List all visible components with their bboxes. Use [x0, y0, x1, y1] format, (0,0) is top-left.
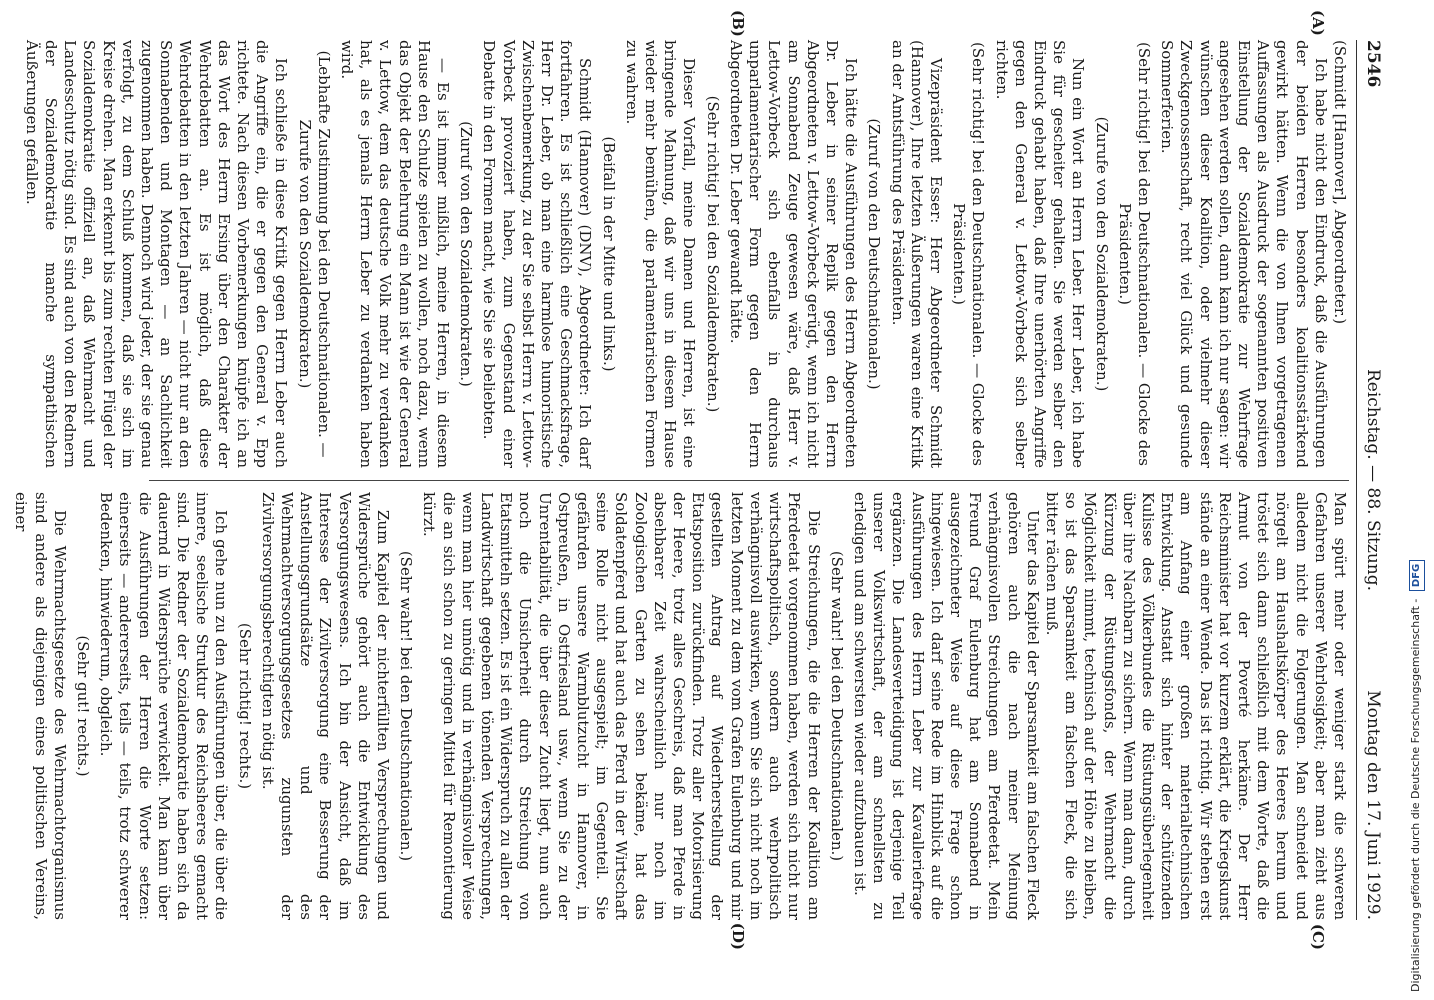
paragraph: Vizepräsident Esser: Herr Abgeordneter Schmidt (Hannover), Ihre letzten Äußerungen waren eine Kritik an der Amtsführung des Präsidenten.	[888, 40, 945, 468]
credit-text: Digitalisierung gefördert durch die Deutsche Forschungsgemeinschaft -	[1409, 598, 1422, 992]
digitization-credit	[1404, 0, 1428, 1000]
interjection: (Zuruf von den Deutschnationalen.)	[865, 118, 884, 390]
paragraph: Unter das Kapitel der Sparsamkeit am falschen Fleck gehören auch die nach meiner Meinung verhängnisvollen Streichungen am Pferdeetat. Mein Freund Graf Eulenburg hat am Sonnabend in ausgezeichneter Weise auf diese Frage schon hingewiesen. Ich darf seine Rede im Hinblick auf die Ausführungen des Herrn Leber zur Kavalleriefrage ergänzen. Die Landesverteidigung ist derjenige Teil unserer Volkswirtschaft, der am schnellsten zu erledigen und am schwersten wieder aufzubauen ist.	[850, 492, 1042, 920]
page-title: Reichstag. — 88. Sitzung.	[1363, 368, 1383, 592]
paragraph: Ich schließe in diese Kritik gegen Herrn Leber auch die Angriffe ein, die er gegen den General v. Epp richtete. Nach diesen Vorbemerkungen knüpfe ich an das Wort des Herrn Ersing über den Charakter der Wehrdebatten an. Es ist möglich, daß diese Wehrdebatten in den letzten Jahren — nicht nur an den Sonnabenden und Montagen — an Sachlichkeit zugenommen haben. Dennoch wird jeder, der sie genau verfolgt, zu dem Schluß kommen, daß sie sich im Kreise drehen. Man erkennt bis zum rechten Flügel der Sozialdemokratie offiziell an, daß Wehrmacht und Landesschutz nötig sind. Es sind auch von den Rednern der Sozialdemokratie manche sympathischen Äußerungen gefallen.	[22, 40, 291, 468]
column-divider	[149, 480, 1349, 481]
rotated-page	[12, 0, 1395, 1000]
interjection: (Sehr gut! rechts.)	[74, 635, 92, 777]
paragraph: Ich hätte die Ausführungen des Herrn Abgeordneten Dr. Leber in seiner Replik gegen den Herrn Abgeordneten v. Lettow-Vorbeck gerügt, wenn ich nicht am Sonnabend Zeuge gewesen wäre, daß Herr v. Lettow-Vorbeck sich ebenfalls in durchaus unparlamentarischer Form gegen den Herrn Abgeordneten Dr. Leber gewandt hätte.	[726, 40, 861, 468]
interjection: (Sehr wahr! bei den Deutschnationalen.)	[397, 550, 416, 862]
paragraph: Schmidt (Hannover) (DNV), Abgeordneter: Ich darf fortfahren. Es ist schließlich eine Geschmacksfrage, Herr Dr. Leber, ob man eine harmlose humoristische Zwischenbemerkung, zu der Sie selbst Herrn v. Lettow-Vorbeck provoziert haben, zum Gegenstand einer Debatte in den Formen macht, wie Sie sie beliebten.	[480, 40, 595, 468]
interjection: (Sehr wahr! bei den Deutschnationalen.)	[827, 550, 846, 862]
margin-marker-b: (B)	[729, 10, 747, 37]
interjection: (Sehr richtig! rechts.)	[235, 622, 254, 790]
paragraph: Ich gehe nun zu den Ausführungen über, die über die innere, seelische Struktur des Reichsheeres gemacht sind. Die Redner der Sozialdemokratie haben sich da dauernd in Widersprüche verwickelt. Man kann über die Ausführungen der Herren die Worte setzen: einerseits — andererseits, teils — teils, trotz schwerer Bedenken, hinwiederum, obgleich.	[97, 492, 231, 920]
paragraph: Ich habe nicht den Eindruck, daß die Ausführungen der beiden Herren besonders koalitionsstärkend gewirkt hätten. Wenn die von Ihnen vorgetragenen Auffassungen als Ausdruck der sogenannten positiven Einstellung der Sozialdemokratie zur Wehrfrage angesehen werden sollen, dann kann ich nur sagen: wir wünschen dieser Koalition, oder vielmehr dieser Zweckgenossenschaft, recht viel Glück und gesunde Sommerferien.	[1158, 40, 1330, 468]
interjection: (Lebhafte Zustimmung bei den Deutschnationalen. — Zurufe von den Sozialdemokraten.)	[295, 50, 333, 458]
dfg-logo: DFG	[1409, 560, 1425, 591]
interjection: (Zurufe von den Sozialdemokraten.)	[1092, 116, 1111, 392]
paragraph: Man spürt mehr oder weniger stark die schweren Gefahren unserer Wehrlosigkeit; aber man zieht aus alledem nicht die Folgerungen. Man schneidet und nörgelt am Haushaltskörper des Heeres herum und tröstet sich dann schließlich mit dem Worte, daß die Armut von der Poverté herkäme. Der Herr Reichsminister hat vor kurzem erklärt, die Kriegskunst stände an einer Wende. Das ist richtig. Wir stehen erst am Anfang einer großen materialtechnischen Entwicklung. Anstatt sich hinter der schützenden Kulisse des Völkerbundes die Rüstungsüberlegenheit über ihre Nachbarn zu sichern. Wenn man dann, durch Kürzung der Rüstungsfonds, der Wehrmacht die Möglichkeit nimmt, technisch auf der Höhe zu bleiben, so ist das Sparsamkeit am falschen Fleck, die sich bitter rächen muß.	[1042, 492, 1349, 920]
left-column	[22, 40, 1349, 468]
paragraph: Zum Kapitel der nichterfüllten Versprechungen und Widersprüche gehört auch die Entwicklung des Versorgungswesens. Ich bin der Ansicht, daß im Interesse der Zivilversorgung eine Besserung der Anstellungsgrundsätze und des Wehrmachtversorgungsgesetzes zugunsten der Zivilversorgungsberechtigten nötig ist.	[258, 492, 393, 920]
interjection: (Beifall in der Mitte und links.)	[599, 136, 618, 372]
paragraph: Nun ein Wort an Herrn Leber. Herr Leber, ich habe Sie für gescheiter gehalten. Sie werden selber den Eindruck gehabt haben, daß Ihre unerhörten Angriffe gegen den General v. Lettow-Vorbeck sich selber richten.	[992, 40, 1088, 468]
margin-marker-d: (D)	[729, 922, 747, 950]
paragraph: Die Wehrmachtsgesetze des Wehrmachtorganismus sind andere als diejenigen eines politischen Vereins, einer	[12, 492, 69, 920]
right-column	[12, 492, 1349, 920]
page-header	[1359, 40, 1387, 920]
paragraph: — Es ist immer mißlich, meine Herren, in diesem Hause den Schulze spielen zu wollen, noch dazu, wenn das Objekt der Belehrung ein Mann ist wie der General v. Lettow, dem das deutsche Volk mehr zu verdanken hat, als es jemals Herrn Leber zu verdanken haben wird.	[338, 40, 453, 468]
interjection: (Zuruf von den Sozialdemokraten.)	[457, 121, 476, 387]
paragraph: Die Streichungen, die die Herren der Koalition am Pferdeetat vorgenommen haben, werden sich nicht nur wirtschaftspolitisch, sondern auch wehrpolitisch verhängnisvoll auswirken, wenn Sie sich nicht noch im letzten Moment zu dem vom Grafen Eulenburg und mir gestellten Antrag auf Wiederherstellung der Etatsposition zurückfinden. Trotz aller Motorisierung der Heere, trotz alles Geschreis, daß man Pferde in absehbarer Zeit wahrscheinlich nur noch im Zoologischen Garten zu sehen bekäme, hat das Soldatenpferd und hat auch das Pferd in der Wirtschaft seine Rolle nicht ausgespielt; im Gegenteil. Sie gefährden unsere Warmblutzucht in Hannover, in Ostpreußen, in Ostfriesland usw., wenn Sie zu der Unrentabilität, die über dieser Zucht liegt, nun auch noch die Unsicherheit durch Streichung von Etatsmitteln setzen. Es ist ein Widerspruch zu allen der Landwirtschaft gegebenen tönenden Versprechungen, wenn man hier unnötig und in verhängnisvoller Weise die an sich schon zu geringen Mittel für Remontierung kürzt.	[420, 492, 823, 920]
interjection: (Sehr richtig! bei den Deutschnationalen. — Glocke des Präsidenten.)	[950, 42, 988, 466]
session-date: Montag den 17. Juni 1929.	[1363, 690, 1383, 920]
speaker-line: (Schmidt [Hannover], Abgeordneter.)	[1331, 40, 1349, 325]
paragraph: Dieser Vorfall, meine Damen und Herren, ist eine bringende Mahnung, daß wir uns in diesem Hause wieder mehr bemühen, die parlamentarischen Formen zu wahren.	[622, 40, 699, 468]
page-content	[12, 10, 1387, 950]
header-rule	[1356, 40, 1357, 920]
interjection: (Sehr richtig! bei den Sozialdemokraten.)	[703, 95, 722, 413]
margin-marker-c: (C)	[1309, 923, 1327, 950]
page-number: 2546	[1363, 40, 1383, 88]
interjection: (Sehr richtig! bei den Deutschnationalen. — Glocke des Präsidenten.)	[1115, 42, 1153, 466]
margin-marker-a: (A)	[1309, 10, 1327, 36]
